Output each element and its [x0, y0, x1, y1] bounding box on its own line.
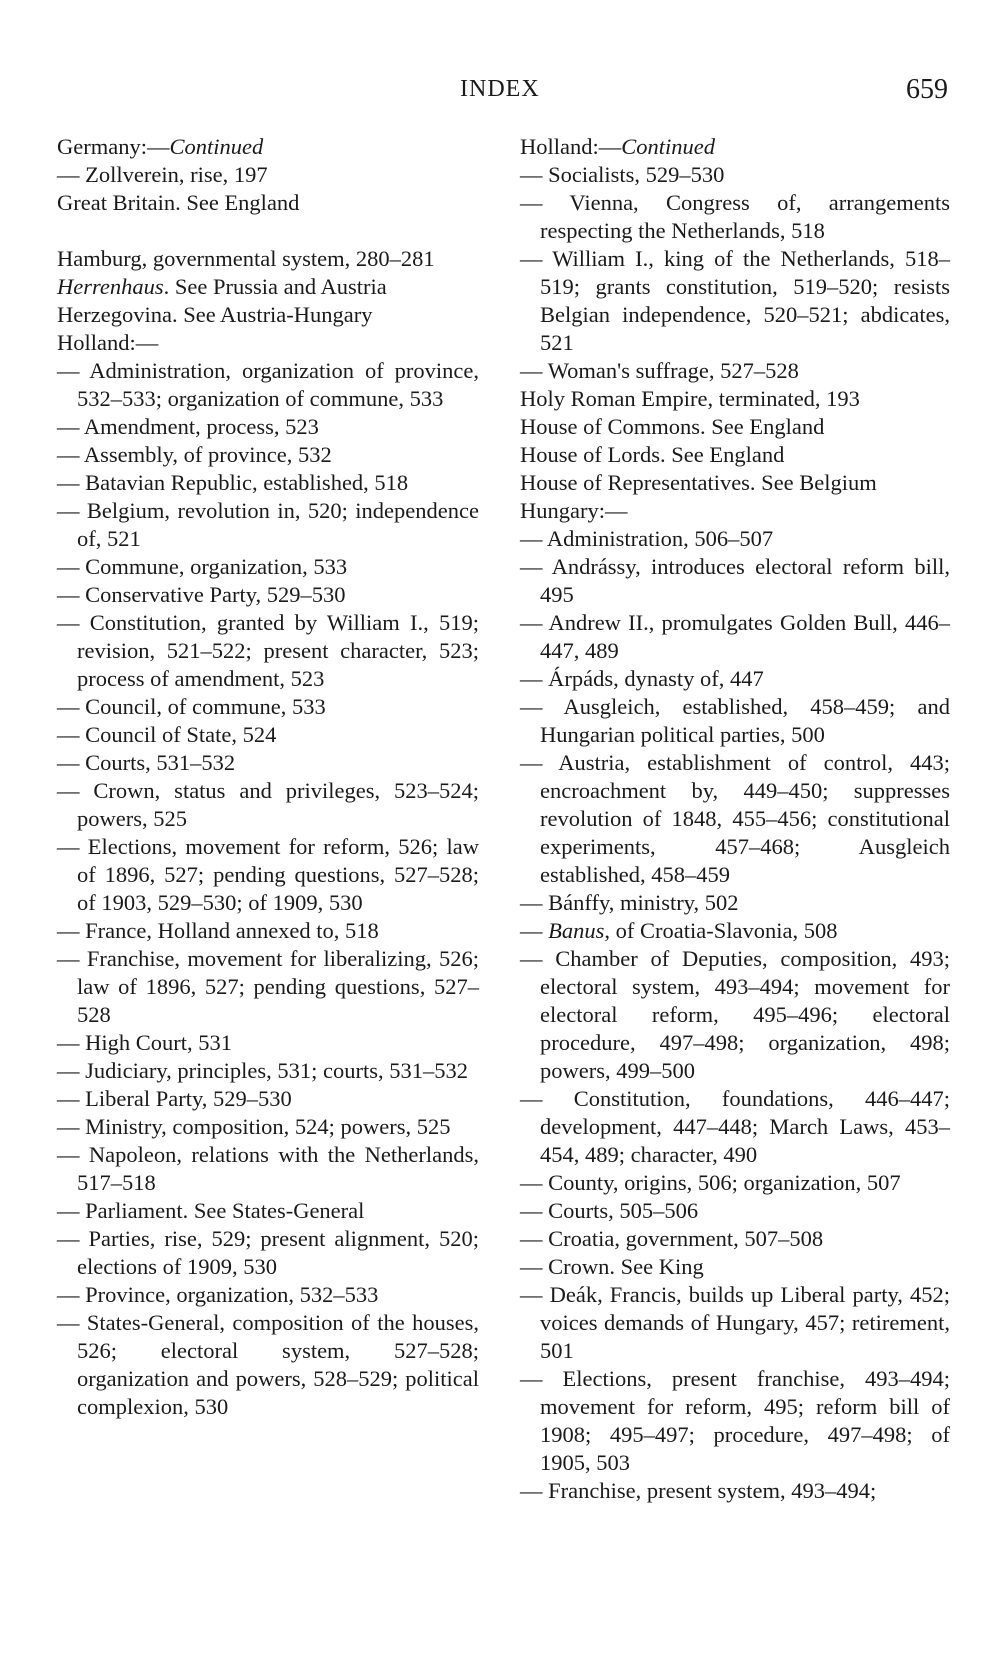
entry-text: — Zollverein, rise, 197 [57, 162, 268, 187]
page-title: INDEX [460, 76, 540, 102]
index-subentry [520, 1085, 950, 1169]
entry-text: — Commune, organization, 533 [57, 554, 348, 579]
entry-text: Continued [621, 134, 715, 159]
index-heading-entry [57, 329, 479, 357]
entry-text: — France, Holland annexed to, 518 [57, 918, 379, 943]
index-subentry [520, 1169, 950, 1197]
entry-text: — Vienna, Congress of, arrangements respecting the Netherlands, 518 [520, 190, 950, 243]
index-subentry [57, 497, 479, 553]
entry-text: — Constitution, granted by William I., 519; revision, 521–522; present character, 523; process of amendment, 523 [57, 610, 479, 691]
entry-text: Continued [169, 134, 264, 159]
index-subentry [57, 1113, 479, 1141]
entry-text: Holland:— [57, 330, 159, 355]
index-heading-entry [520, 133, 950, 161]
entry-text: — Parties, rise, 529; present alignment, 520; elections of 1909, 530 [57, 1226, 479, 1279]
entry-text: — Elections, movement for reform, 526; law of 1896, 527; pending questions, 527–528; of 1903, 529–530; of 1909, 530 [57, 834, 479, 915]
index-heading-entry [57, 273, 479, 301]
entry-text: — Chamber of Deputies, composition, 493; electoral system, 493–494; movement for electoral reform, 495–496; electoral procedure, 497–498; organization, 498; powers, 499–500 [520, 946, 950, 1083]
entry-text: — Courts, 531–532 [57, 750, 236, 775]
entry-text: — Crown, status and privileges, 523–524; powers, 525 [57, 778, 479, 831]
entry-text: House of Representatives. See Belgium [520, 470, 877, 495]
entry-text: — Belgium, revolution in, 520; independence of, 521 [57, 498, 479, 551]
index-subentry [520, 1477, 950, 1505]
index-subentry [520, 553, 950, 609]
index-subentry [520, 1197, 950, 1225]
entry-text: — Council, of commune, 533 [57, 694, 326, 719]
entry-text: — Administration, organization of province, 532–533; organization of commune, 533 [57, 358, 479, 411]
entry-text: — Deák, Francis, builds up Liberal party, 452; voices demands of Hungary, 457; retirement, 501 [520, 1282, 950, 1363]
entry-text: — Socialists, 529–530 [520, 162, 725, 187]
entry-text: — Judiciary, principles, 531; courts, 531–532 [57, 1058, 468, 1083]
entry-text: — Courts, 505–506 [520, 1198, 699, 1223]
entry-text: — Franchise, movement for liberalizing, 526; law of 1896, 527; pending questions, 527–528 [57, 946, 479, 1027]
entry-text: . See Prussia and Austria [163, 274, 387, 299]
entry-text: — Andrew II., promulgates Golden Bull, 446–447, 489 [520, 610, 950, 663]
index-subentry [57, 1225, 479, 1281]
index-heading-entry [57, 189, 479, 217]
index-subentry [520, 1225, 950, 1253]
index-subentry [57, 1197, 479, 1225]
entry-spacer [57, 217, 479, 245]
entry-text: Germany:— [57, 134, 170, 159]
entry-text: Great Britain. See England [57, 190, 300, 215]
index-subentry [520, 693, 950, 749]
entry-text: — William I., king of the Netherlands, 518–519; grants constitution, 519–520; resists Belgian independence, 520–521; abdicates, 521 [520, 246, 950, 355]
index-heading-entry [520, 469, 950, 497]
entry-text: — Batavian Republic, established, 518 [57, 470, 409, 495]
entry-text: — Liberal Party, 529–530 [57, 1086, 292, 1111]
entry-text: Holland:— [520, 134, 622, 159]
running-head [0, 76, 1000, 110]
index-subentry [57, 1085, 479, 1113]
entry-text: — Parliament. See States-General [57, 1198, 365, 1223]
entry-text: — Province, organization, 532–533 [57, 1282, 379, 1307]
index-subentry [57, 1141, 479, 1197]
entry-text: — Constitution, foundations, 446–447; development, 447–448; March Laws, 453–454, 489; character, 490 [520, 1086, 950, 1167]
index-subentry [520, 609, 950, 665]
entry-text: — [520, 918, 549, 943]
entry-text: — Conservative Party, 529–530 [57, 582, 346, 607]
index-heading-entry [520, 497, 950, 525]
index-heading-entry [57, 245, 479, 273]
entry-text: Hungary:— [520, 498, 628, 523]
index-subentry [57, 1309, 479, 1421]
index-subentry [57, 553, 479, 581]
index-subentry [520, 889, 950, 917]
entry-text: — Franchise, present system, 493–494; [520, 1478, 877, 1503]
entry-text: — Andrássy, introduces electoral reform bill, 495 [520, 554, 950, 607]
index-subentry [520, 1253, 950, 1281]
index-subentry [57, 693, 479, 721]
index-subentry [57, 609, 479, 693]
entry-text: — Ausgleich, established, 458–459; and Hungarian political parties, 500 [520, 694, 950, 747]
entry-text: — Elections, present franchise, 493–494; movement for reform, 495; reform bill of 1908; 495–497; procedure, 497–498; of 1905, 503 [520, 1366, 950, 1475]
entry-text: House of Lords. See England [520, 442, 785, 467]
entry-text: — Bánffy, ministry, 502 [520, 890, 739, 915]
entry-text: — Woman's suffrage, 527–528 [520, 358, 799, 383]
left-index-column [57, 133, 479, 1421]
index-subentry [520, 161, 950, 189]
index-subentry [520, 945, 950, 1085]
index-subentry [57, 721, 479, 749]
index-subentry [57, 917, 479, 945]
entry-text: — Council of State, 524 [57, 722, 277, 747]
entry-text: Banus [548, 918, 605, 943]
entry-text: Hamburg, governmental system, 280–281 [57, 246, 435, 271]
right-index-column [520, 133, 950, 1505]
entry-text: — Crown. See King [520, 1254, 704, 1279]
index-subentry [57, 749, 479, 777]
index-subentry [57, 413, 479, 441]
index-subentry [57, 1281, 479, 1309]
index-heading-entry [520, 441, 950, 469]
index-subentry [57, 1029, 479, 1057]
index-heading-entry [520, 413, 950, 441]
entry-text: — Assembly, of province, 532 [57, 442, 332, 467]
index-subentry [57, 945, 479, 1029]
entry-text: , of Croatia-Slavonia, 508 [604, 918, 838, 943]
index-heading-entry [57, 133, 479, 161]
index-subentry [520, 665, 950, 693]
entry-text: — States-General, composition of the houses, 526; electoral system, 527–528; organization and powers, 528–529; political complexion, 530 [57, 1310, 479, 1419]
entry-text: Herzegovina. See Austria-Hungary [57, 302, 373, 327]
index-subentry [57, 1057, 479, 1085]
entry-text: House of Commons. See England [520, 414, 825, 439]
index-subentry [520, 357, 950, 385]
index-heading-entry [520, 385, 950, 413]
index-subentry [520, 525, 950, 553]
entry-text: — Croatia, government, 507–508 [520, 1226, 824, 1251]
index-subentry [57, 777, 479, 833]
index-subentry [520, 245, 950, 357]
index-heading-entry [57, 301, 479, 329]
index-subentry [57, 357, 479, 413]
entry-text: — Árpáds, dynasty of, 447 [520, 666, 764, 691]
index-subentry [520, 189, 950, 245]
index-subentry [520, 1281, 950, 1365]
entry-text: — County, origins, 506; organization, 507 [520, 1170, 901, 1195]
index-subentry [520, 1365, 950, 1477]
entry-text: — High Court, 531 [57, 1030, 233, 1055]
entry-text: — Austria, establishment of control, 443; encroachment by, 449–450; suppresses revolution of 1848, 455–456; constitutional experiments, 457–468; Ausgleich established, 458–459 [520, 750, 950, 887]
entry-text: — Ministry, composition, 524; powers, 525 [57, 1114, 451, 1139]
index-subentry [520, 749, 950, 889]
entry-text: Herrenhaus [57, 274, 164, 299]
entry-text: Holy Roman Empire, terminated, 193 [520, 386, 860, 411]
index-subentry [57, 161, 479, 189]
index-subentry [520, 917, 950, 945]
index-subentry [57, 441, 479, 469]
page-number: 659 [906, 74, 948, 105]
entry-text: — Napoleon, relations with the Netherlands, 517–518 [57, 1142, 479, 1195]
entry-text: — Amendment, process, 523 [57, 414, 319, 439]
index-subentry [57, 833, 479, 917]
index-subentry [57, 581, 479, 609]
entry-text: — Administration, 506–507 [520, 526, 774, 551]
index-subentry [57, 469, 479, 497]
